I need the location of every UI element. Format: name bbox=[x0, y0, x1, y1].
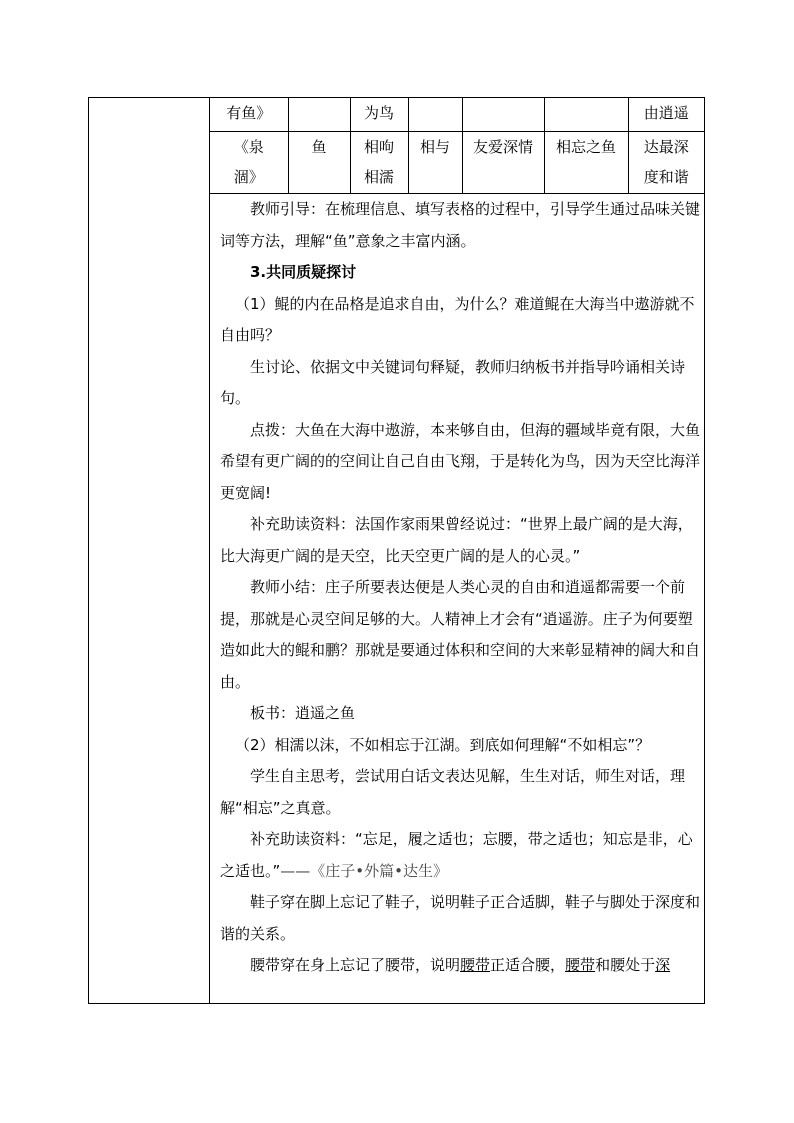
underlined-text: 腰带 bbox=[460, 956, 491, 974]
lesson-body-text bbox=[220, 194, 704, 982]
table-cell: 达最深度和谐 bbox=[628, 131, 704, 193]
paragraph: 教师小结：庄子所要表达便是人类心灵的自由和逍遥都需要一个前提，那就是心灵空间足够的大。人精神上才会有“逍遥游。庄子为何要塑造如此大的鲲和鹏？那就是要通过体积和空间的大来彰显精神的阔大和自由。 bbox=[220, 578, 701, 691]
text-span: 腰带穿在身上忘记了腰带，说明 bbox=[250, 956, 461, 974]
paragraph bbox=[220, 824, 704, 887]
table-cell: 相呴相濡 bbox=[350, 131, 408, 193]
table-cell bbox=[288, 98, 350, 131]
question: （2）相濡以沫，不如相忘于江湖。到底如何理解“不如相忘”？ bbox=[235, 735, 651, 754]
content-cell bbox=[210, 98, 704, 1003]
table-cell bbox=[462, 98, 544, 131]
question: （1）鲲的内在品格是追求自由，为什么？难道鲲在大海当中遨游就不自由吗？ bbox=[220, 294, 695, 344]
table-cell bbox=[544, 98, 628, 131]
table-cell: 为鸟 bbox=[350, 98, 408, 131]
paragraph bbox=[220, 950, 704, 982]
paragraph: 补充助读资料：法国作家雨果曾经说过：“世界上最广阔的是大海，比大海更广阔的是天空，比天空更广阔的是人的心灵。” bbox=[220, 515, 693, 565]
table-cell: 友爱深情 bbox=[462, 131, 544, 193]
table-row bbox=[210, 131, 704, 193]
underlined-text: 腰带 bbox=[565, 956, 596, 974]
paragraph: 教师引导：在梳理信息、填写表格的过程中，引导学生通过品味关键词等方法，理解“鱼”意象之丰富内涵。 bbox=[220, 200, 701, 250]
left-column-cell bbox=[89, 98, 210, 1003]
table-cell: 有鱼》 bbox=[210, 98, 288, 131]
underlined-text: 深 bbox=[655, 956, 671, 974]
table-cell bbox=[408, 98, 462, 131]
paragraph: 板书：逍遥之鱼 bbox=[250, 704, 356, 722]
quote-source: ——《庄子•外篇•达生》 bbox=[280, 861, 448, 880]
text-span: 和腰处于 bbox=[595, 956, 656, 974]
lesson-plan-table bbox=[88, 97, 705, 1004]
table-cell: 相忘之鱼 bbox=[544, 131, 628, 193]
fish-imagery-table bbox=[210, 98, 704, 194]
text-span: 正适合腰， bbox=[490, 956, 566, 974]
paragraph: 鞋子穿在脚上忘记了鞋子，说明鞋子正合适脚，鞋子与脚处于深度和谐的关系。 bbox=[220, 893, 701, 943]
table-cell: 由逍遥 bbox=[628, 98, 704, 131]
quote-text: 补充助读资料：“忘足，履之适也；忘腰，带之适也；知忘是非，心之适也。” bbox=[220, 830, 693, 880]
paragraph: 学生自主思考，尝试用白话文表达见解，生生对话，师生对话，理解“相忘”之真意。 bbox=[220, 767, 686, 817]
section-heading: 3.共同质疑探讨 bbox=[250, 263, 357, 281]
table-row bbox=[210, 98, 704, 131]
table-cell: 《泉涸》 bbox=[210, 131, 288, 193]
table-cell: 相与 bbox=[408, 131, 462, 193]
paragraph: 点拨：大鱼在大海中遨游，本来够自由，但海的疆域毕竟有限，大鱼希望有更广阔的的空间让自己自由飞翔，于是转化为鸟，因为天空比海洋更宽阔! bbox=[220, 420, 701, 502]
paragraph: 生讨论、依据文中关键词句释疑，教师归纳板书并指导吟诵相关诗句。 bbox=[220, 357, 686, 407]
table-cell: 鱼 bbox=[288, 131, 350, 193]
